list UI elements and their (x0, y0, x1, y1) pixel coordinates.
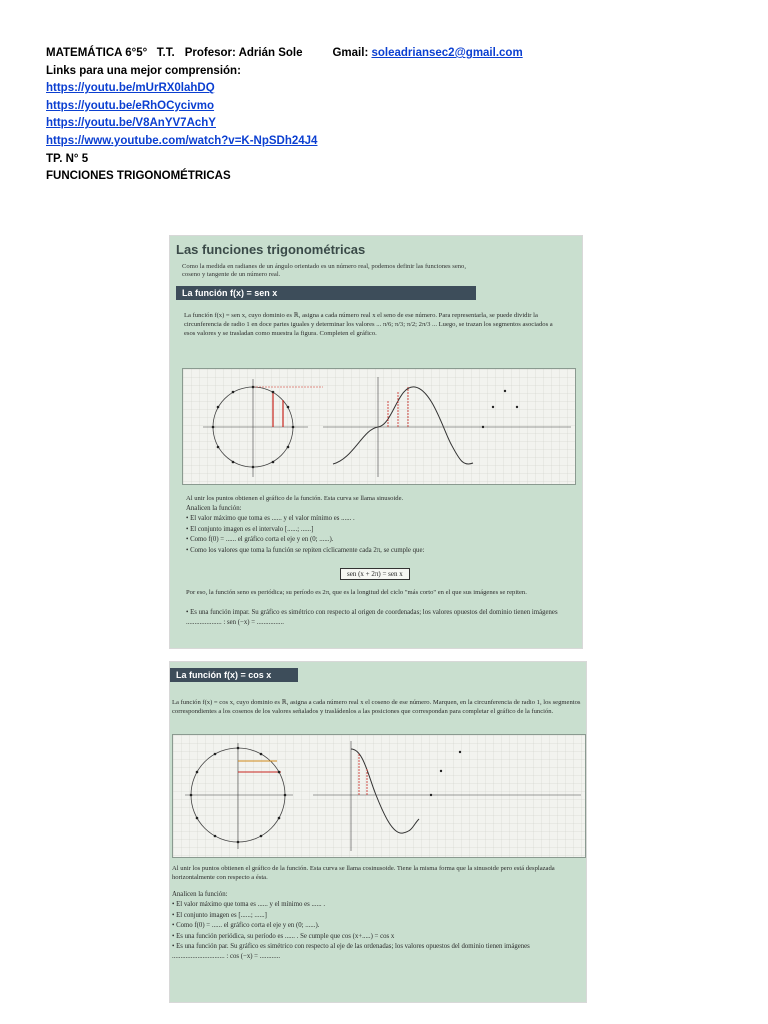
gmail-link[interactable]: soleadriansec2@gmail.com (371, 47, 523, 59)
analyze-label-cos: Analicen la función: (172, 891, 228, 898)
gmail-label: Gmail: (332, 47, 372, 59)
section-bar-cosine: La función f(x) = cos x (170, 668, 298, 682)
cosine-item-5: • Es una función par. Su gráfico es simétrico con respecto al eje de las ordenadas; los valores opuestos del dominio tienen imágenes ............................... : cos (−x) = ............ (172, 942, 582, 963)
professor-label: Profesor: Adrián Sole (184, 47, 303, 59)
scan-intro: Como la medida en radianes de un ángulo orientado es un número real, podemos definir las funciones seno, coseno y tangente de un número real. (182, 263, 467, 278)
links-label: Links para una mejor comprensión: (46, 64, 241, 77)
cosine-after-graph: Al unir los puntos obtienen el gráfico de la función. Esta curva se llama cosinusoide. Tiene la misma forma que la sinusoide pero está desplazada horizontalmente con respecto a ésta. (172, 865, 555, 881)
cosine-graph-svg (173, 735, 585, 857)
cosine-graph-figure (172, 734, 586, 858)
link-2[interactable]: https://youtu.be/eRhOCycivmo (46, 99, 215, 112)
cosine-item-3: • Como f(0) = ...... el gráfico corta el eje y en (0; ......). (172, 921, 582, 931)
cosine-item-2: • El conjunto imagen es [......; ......] (172, 911, 582, 921)
sine-odd-block (186, 608, 570, 629)
sine-graph-svg (183, 369, 575, 484)
sine-graph-figure (182, 368, 576, 485)
analyze-label: Analicen la función: (186, 505, 242, 512)
cosine-item-4: • Es una función periódica, su período es ...... . Se cumple que cos (x+.....) = cos x (172, 932, 582, 942)
cosine-paragraph: La función f(x) = cos x, cuyo dominio es ℝ, asigna a cada número real x el coseno de ese número. Marquen, en la circunferencia de radio 1, los segmentos correspondientes a los cosenos de los valores señalados y trasládenlos a las posiciones que correspondan para completar el gráfico de la función. (172, 699, 581, 715)
cosine-analysis (172, 890, 582, 963)
section-bar-sine: La función f(x) = sen x (176, 286, 476, 300)
document-header (46, 45, 746, 186)
subject-label: MATEMÁTICA 6°5° T.T. (46, 47, 175, 59)
sine-paragraph: La función f(x) = sen x, cuyo dominio es ℝ, asigna a cada número real x el seno de ese número. Para representarla, se puede dividir la circunferencia de radio 1 en doce partes iguales y determinar los valores ... π/6; π/3; π/2; 2π/3 ... Luego, se trazan los segmentos asociados a esos valores y se trasladan como muestra la figura. Completen el gráfico. (184, 312, 553, 337)
link-4[interactable]: https://www.youtube.com/watch?v=K-NpSDh24J4 (46, 134, 318, 147)
sine-periodic-text: Por eso, la función seno es periódica; su período es 2π, que es la longitud del ciclo "más corto" en el que sus imágenes se repiten. (186, 589, 527, 596)
sine-odd-text: • Es una función impar. Su gráfico es simétrico con respecto al origen de coordenadas; los valores opuestos del dominio tienen imágenes ..................... : sen (−x) = ................ (186, 608, 570, 629)
sine-item-3: • Como f(0) = ...... el gráfico corta el eje y en (0; ......). (186, 535, 566, 545)
textbook-scan-cosine (170, 662, 586, 1002)
cosine-item-1: • El valor máximo que toma es ...... y el mínimo es ...... . (172, 900, 582, 910)
header-line-1 (46, 45, 746, 63)
sine-item-4: • Como los valores que toma la función se repiten cíclicamente cada 2π, se cumple que: (186, 546, 566, 556)
tp-label: TP. N° 5 (46, 152, 89, 165)
link-3[interactable]: https://youtu.be/V8AnYV7AchY (46, 117, 216, 130)
sine-analysis (186, 504, 566, 556)
topic-label: FUNCIONES TRIGONOMÉTRICAS (46, 170, 231, 183)
link-1[interactable]: https://youtu.be/mUrRX0lahDQ (46, 82, 215, 95)
sine-after-graph: Al unir los puntos obtienen el gráfico de la función. Esta curva se llama sinusoide. (186, 495, 404, 502)
scan-title: Las funciones trigonométricas (176, 242, 366, 257)
textbook-scan-sine (170, 236, 582, 648)
sine-item-2: • El conjunto imagen es el intervalo [......; ......] (186, 525, 566, 535)
sine-item-1: • El valor máximo que toma es ...... y el valor mínimo es ...... . (186, 514, 566, 524)
sine-period-formula: sen (x + 2π) = sen x (340, 568, 410, 580)
